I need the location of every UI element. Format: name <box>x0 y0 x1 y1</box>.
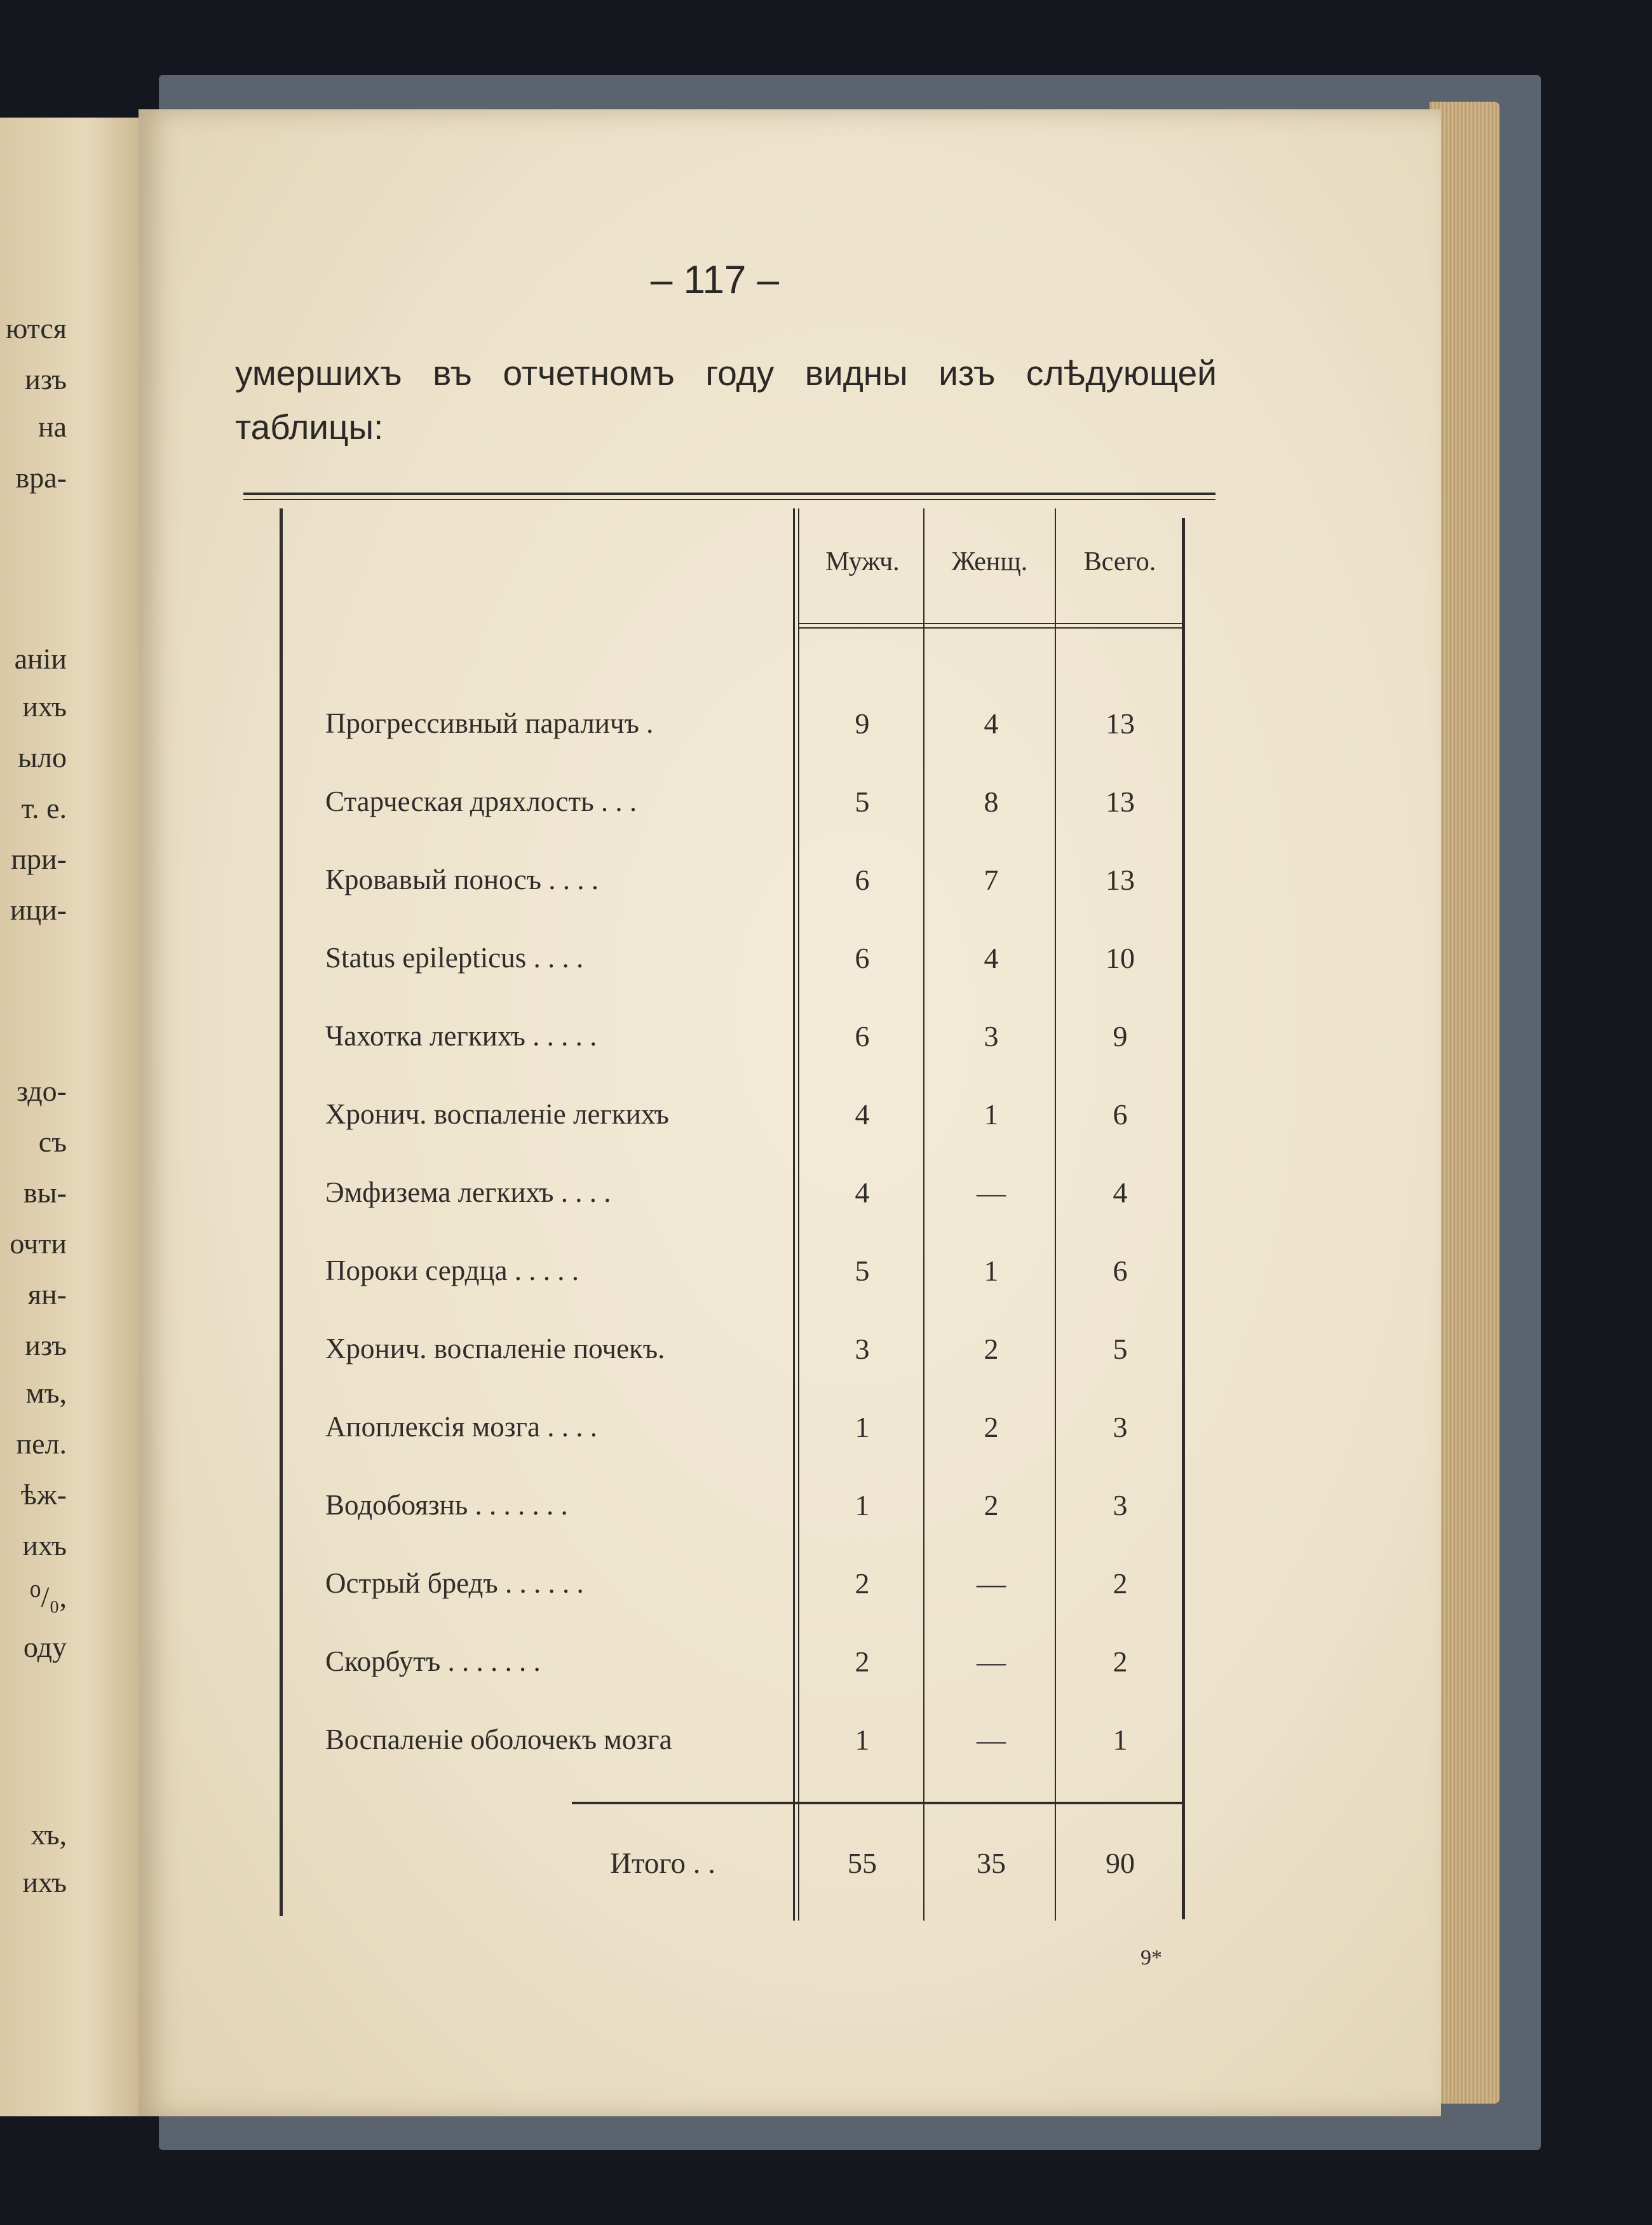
total-rule <box>572 1802 1182 1804</box>
row-women: 4 <box>984 707 999 740</box>
row-total: 6 <box>1113 1255 1128 1287</box>
left-page-fragment: ихъ <box>22 690 67 723</box>
row-label: Воспаленіе оболочекъ мозга <box>325 1724 672 1755</box>
row-total: 4 <box>1113 1176 1128 1209</box>
row-men: 6 <box>855 864 870 896</box>
row-total: 13 <box>1106 707 1135 740</box>
page-number: – 117 – <box>650 258 780 302</box>
row-women: 2 <box>984 1333 999 1365</box>
total-men: 55 <box>848 1847 877 1879</box>
left-page-fragment: ются <box>6 312 67 344</box>
row-label: Хронич. воспаленіе почекъ. <box>325 1333 665 1364</box>
left-page-fragment: ици- <box>10 894 67 926</box>
row-men: 3 <box>855 1333 870 1365</box>
row-men: 6 <box>855 1020 870 1052</box>
row-women: 1 <box>984 1255 999 1287</box>
left-page-fragment: оду <box>23 1631 67 1663</box>
left-page-fragment: изъ <box>25 363 67 395</box>
left-page-fragment: ыло <box>18 741 67 773</box>
row-women: 1 <box>984 1098 999 1131</box>
row-total: 2 <box>1113 1645 1128 1678</box>
header-total: Всего. <box>1083 547 1156 576</box>
left-page-fragment: ихъ <box>22 1529 67 1562</box>
header-women: Женщ. <box>951 547 1028 576</box>
row-men: 6 <box>855 942 870 974</box>
row-women: — <box>977 1724 1006 1756</box>
table-left-border <box>280 508 283 1916</box>
left-page-fragment: вы- <box>24 1176 67 1209</box>
row-men: 2 <box>855 1567 870 1600</box>
row-women: 2 <box>984 1489 999 1521</box>
row-label: Чахотка легкихъ . . . . . <box>325 1020 597 1052</box>
row-men: 5 <box>855 786 870 818</box>
row-total: 13 <box>1106 786 1135 818</box>
row-label: Апоплексія мозга . . . . <box>325 1411 597 1443</box>
row-label: Кровавый поносъ . . . . <box>325 864 599 895</box>
row-total: 3 <box>1113 1411 1128 1443</box>
intro-line-2: таблицы: <box>235 407 384 447</box>
signature-mark: 9* <box>1141 1946 1162 1970</box>
row-men: 1 <box>855 1411 870 1443</box>
row-label: Старческая дряхлость . . . <box>325 786 637 817</box>
total-label: Итого . . <box>610 1847 715 1880</box>
row-men: 4 <box>855 1176 870 1209</box>
row-men: 1 <box>855 1724 870 1756</box>
row-women: 8 <box>984 786 999 818</box>
row-label: Скорбутъ . . . . . . . <box>325 1645 541 1677</box>
women-column-divider <box>1055 508 1056 1921</box>
total-all: 90 <box>1106 1847 1135 1879</box>
row-label: Водобоязнь . . . . . . . <box>325 1489 568 1521</box>
left-page-fragment: изъ <box>25 1329 67 1361</box>
row-women: — <box>977 1176 1006 1209</box>
row-total: 2 <box>1113 1567 1128 1600</box>
row-label: Хронич. воспаленіе легкихъ <box>325 1098 669 1130</box>
row-total: 10 <box>1106 942 1135 974</box>
intro-line-1: умершихъ въ отчетномъ году видны изъ слѣдующей <box>235 353 1217 393</box>
row-men: 9 <box>855 707 870 740</box>
left-page-fragment: съ <box>38 1126 67 1158</box>
row-men: 5 <box>855 1255 870 1287</box>
row-men: 4 <box>855 1098 870 1131</box>
left-page-fragment: аніи <box>14 643 67 675</box>
left-page-fragment: пел. <box>16 1427 67 1460</box>
label-column-divider <box>793 508 795 1921</box>
table-right-border <box>1182 518 1185 1919</box>
table-top-rule-2 <box>243 499 1215 500</box>
header-underline-2 <box>799 627 1182 629</box>
row-label: Пороки сердца . . . . . <box>325 1255 579 1286</box>
row-women: — <box>977 1567 1006 1600</box>
left-page <box>0 118 146 2116</box>
row-men: 2 <box>855 1645 870 1678</box>
left-page-fragment: при- <box>11 843 67 875</box>
row-label: Status epilepticus . . . . <box>325 942 584 974</box>
row-total: 9 <box>1113 1020 1128 1052</box>
label-column-divider-2 <box>798 508 799 1921</box>
men-column-divider <box>923 508 924 1921</box>
row-label: Прогрессивный параличъ . <box>325 707 654 739</box>
row-total: 13 <box>1106 864 1135 896</box>
left-page-fragment: хъ, <box>30 1818 67 1851</box>
row-total: 6 <box>1113 1098 1128 1131</box>
table-top-rule <box>243 493 1215 495</box>
row-label: Острый бредъ . . . . . . <box>325 1567 584 1599</box>
left-page-fragment: очти <box>10 1227 67 1260</box>
row-total: 3 <box>1113 1489 1128 1521</box>
row-women: 2 <box>984 1411 999 1443</box>
row-total: 1 <box>1113 1724 1128 1756</box>
left-page-fragment: ⁰/₀, <box>29 1581 67 1613</box>
left-page-fragment: ян- <box>27 1278 67 1310</box>
header-men: Мужч. <box>825 547 900 576</box>
row-total: 5 <box>1113 1333 1128 1365</box>
total-women: 35 <box>977 1847 1006 1879</box>
left-page-fragment: мъ, <box>25 1377 67 1409</box>
left-page-fragment: вра- <box>15 461 67 494</box>
row-women: 4 <box>984 942 999 974</box>
left-page-fragment: здо- <box>16 1075 67 1107</box>
left-page-fragment: ихъ <box>22 1866 67 1898</box>
left-page-fragment: т. е. <box>21 792 67 824</box>
row-women: 7 <box>984 864 999 896</box>
left-page-fragment: на <box>37 411 67 443</box>
row-women: — <box>977 1645 1006 1678</box>
row-men: 1 <box>855 1489 870 1521</box>
left-page-fragment: ѣж- <box>20 1478 67 1511</box>
header-underline <box>799 623 1182 624</box>
row-label: Эмфизема легкихъ . . . . <box>325 1176 611 1208</box>
row-women: 3 <box>984 1020 999 1052</box>
